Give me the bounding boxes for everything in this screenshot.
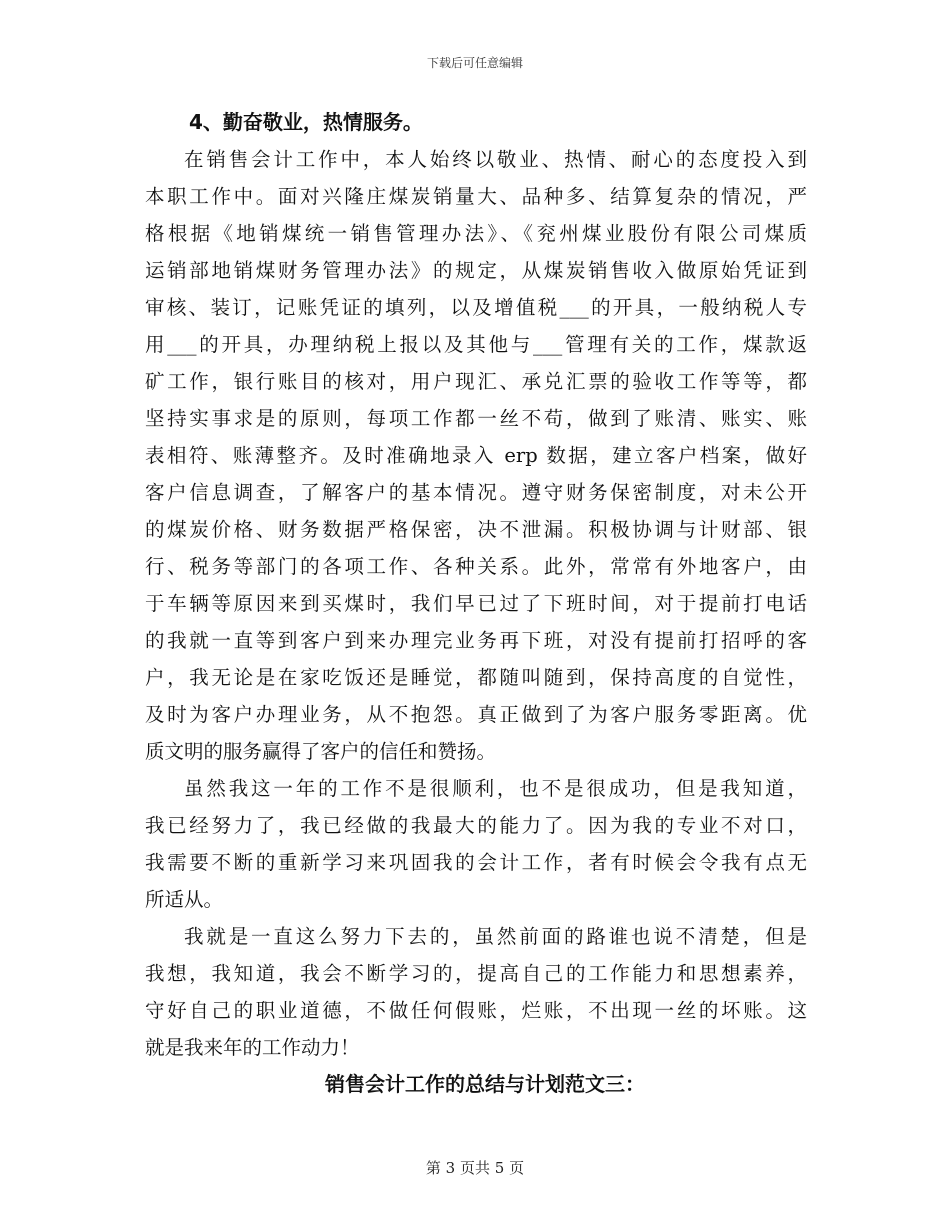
paragraph-line: 我就是一直这么努力下去的，虽然前面的路谁也说不清楚，但是 — [184, 925, 807, 948]
page-footer: 第 3 页共 5 页 — [425, 1159, 525, 1177]
next-section-title: 销售会计工作的总结与计划范文三： — [325, 1072, 645, 1096]
paragraph-line: 坚持实事求是的原则，每项工作都一丝不苟，做到了账清、账实、账 — [145, 407, 807, 430]
paragraph — [145, 770, 807, 918]
page-header: 下载后可任意编辑 — [426, 56, 523, 70]
paragraph-line: 于车辆等原因来到买煤时，我们早已过了下班时间，对于提前打电话 — [145, 592, 807, 615]
paragraphs — [145, 141, 807, 1066]
paragraph-line: 户，我无论是在家吃饭还是睡觉，都随叫随到，保持高度的自觉性， — [145, 666, 807, 689]
paragraph-line: 就是我来年的工作动力！ — [145, 1036, 360, 1059]
paragraph-line: 运销部地销煤财务管理办法》的规定，从煤炭销售收入做原始凭证到 — [145, 259, 807, 282]
paragraph-line: 守好自己的职业道德，不做任何假账，烂账，不出现一丝的坏账。这 — [145, 999, 807, 1022]
paragraph-line: 矿工作，银行账目的核对，用户现汇、承兑汇票的验收工作等等，都 — [145, 370, 807, 393]
document-body — [145, 104, 807, 1103]
paragraph-line: 质文明的服务赢得了客户的信任和赞扬。 — [145, 740, 497, 763]
paragraph-line: 在销售会计工作中，本人始终以敬业、热情、耐心的态度投入到 — [184, 148, 807, 171]
paragraph-line: 行、税务等部门的各项工作、各种关系。此外，常常有外地客户，由 — [145, 555, 807, 578]
paragraph-line: 用___的开具，办理纳税上报以及其他与___管理有关的工作，煤款返 — [145, 333, 807, 356]
paragraph-line: 我想，我知道，我会不断学习的，提高自己的工作能力和思想素养， — [145, 962, 807, 985]
paragraph-line: 的煤炭价格、财务数据严格保密，决不泄漏。积极协调与计财部、银 — [145, 518, 807, 541]
paragraph-line: 表相符、账薄整齐。及时准确地录入 erp 数据，建立客户档案，做好 — [145, 444, 807, 467]
paragraph-line: 我已经努力了，我已经做的我最大的能力了。因为我的专业不对口， — [145, 814, 807, 837]
paragraph-line: 的我就一直等到客户到来办理完业务再下班，对没有提前打招呼的客 — [145, 629, 807, 652]
paragraph-line: 所适从。 — [145, 888, 224, 911]
paragraph-line: 及时为客户办理业务，从不抱怨。真正做到了为客户服务零距离。优 — [145, 703, 807, 726]
paragraph-line: 客户信息调查，了解客户的基本情况。遵守财务保密制度，对未公开 — [145, 481, 807, 504]
paragraph — [145, 918, 807, 1066]
paragraph-line: 审核、装订，记账凭证的填列，以及增值税___的开具，一般纳税人专 — [145, 296, 807, 319]
section-heading: 4、勤奋敬业，热情服务。 — [189, 110, 423, 134]
paragraph-line: 本职工作中。面对兴隆庄煤炭销量大、品种多、结算复杂的情况，严 — [145, 185, 807, 208]
paragraph-line: 格根据《地销煤统一销售管理办法》、《兖州煤业股份有限公司煤质 — [145, 222, 807, 245]
paragraph-line: 虽然我这一年的工作不是很顺利，也不是很成功，但是我知道， — [184, 777, 807, 800]
paragraph-line: 我需要不断的重新学习来巩固我的会计工作，者有时候会令我有点无 — [145, 851, 807, 874]
paragraph — [145, 141, 807, 770]
